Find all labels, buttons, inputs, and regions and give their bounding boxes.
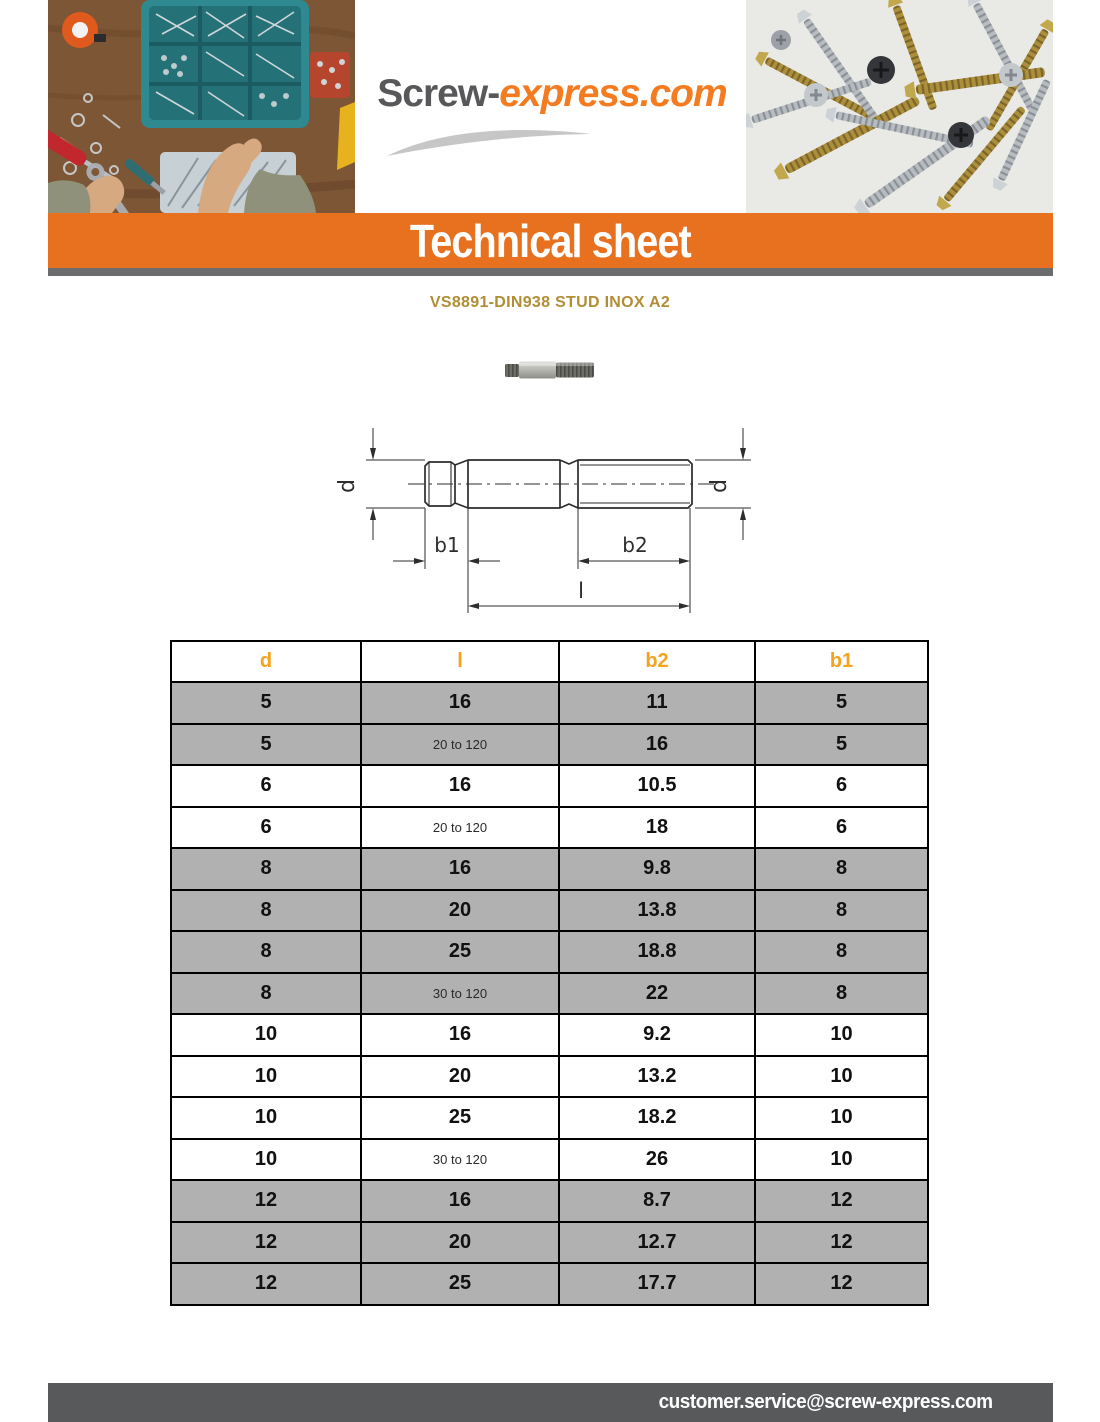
technical-drawing [330, 408, 810, 643]
cell-d: 12 [171, 1180, 361, 1222]
cell-d: 5 [171, 682, 361, 724]
cell-b1: 8 [755, 931, 928, 973]
cell-b1: 8 [755, 890, 928, 932]
cell-b2: 22 [559, 973, 755, 1015]
cell-d: 12 [171, 1263, 361, 1305]
cell-b1: 10 [755, 1139, 928, 1181]
cell-l: 16 [361, 848, 559, 890]
cell-d: 10 [171, 1139, 361, 1181]
cell-d: 5 [171, 724, 361, 766]
cell-d: 10 [171, 1056, 361, 1098]
table-row [171, 848, 928, 890]
header-photo-left [48, 0, 355, 213]
table-row [171, 1263, 928, 1305]
cell-b2: 12.7 [559, 1222, 755, 1264]
cell-d: 12 [171, 1222, 361, 1264]
cell-b2: 13.2 [559, 1056, 755, 1098]
cell-l: 20 [361, 890, 559, 932]
drawing-label-b2: b2 [622, 533, 648, 557]
banner-underline-bar [48, 268, 1053, 276]
cell-l: 16 [361, 765, 559, 807]
brand-logo-suffix: express.com [499, 72, 727, 115]
cell-b1: 10 [755, 1097, 928, 1139]
cell-d: 10 [171, 1097, 361, 1139]
cell-d: 6 [171, 807, 361, 849]
workbench-photo-illustration [48, 0, 355, 213]
table-row [171, 724, 928, 766]
column-header-l: l [361, 641, 559, 682]
brand-logo [357, 72, 747, 116]
cell-b1: 12 [755, 1180, 928, 1222]
logo-swoosh [383, 122, 598, 160]
cell-b1: 10 [755, 1014, 928, 1056]
cell-b2: 11 [559, 682, 755, 724]
table-row [171, 1056, 928, 1098]
cell-d: 8 [171, 890, 361, 932]
table-row [171, 973, 928, 1015]
cell-b2: 8.7 [559, 1180, 755, 1222]
table-row [171, 1014, 928, 1056]
footer-bar [48, 1383, 1053, 1422]
column-header-d: d [171, 641, 361, 682]
table-row [171, 1139, 928, 1181]
cell-l: 25 [361, 1097, 559, 1139]
cell-b2: 16 [559, 724, 755, 766]
cell-b1: 12 [755, 1263, 928, 1305]
cell-b2: 17.7 [559, 1263, 755, 1305]
cell-b2: 9.8 [559, 848, 755, 890]
cell-l: 16 [361, 1180, 559, 1222]
cell-b2: 18.8 [559, 931, 755, 973]
product-title: VS8891-DIN938 STUD INOX A2 [429, 294, 671, 311]
drawing-label-b1: b1 [434, 533, 460, 557]
table-row [171, 1097, 928, 1139]
cell-l: 25 [361, 1263, 559, 1305]
cell-b2: 10.5 [559, 765, 755, 807]
footer-email: customer.service@screw-express.com [658, 1391, 993, 1413]
cell-d: 8 [171, 973, 361, 1015]
cell-b2: 9.2 [559, 1014, 755, 1056]
cell-b2: 18.2 [559, 1097, 755, 1139]
table-header-row [171, 641, 928, 682]
cell-d: 8 [171, 848, 361, 890]
table-row [171, 807, 928, 849]
header-photo-right [746, 0, 1053, 213]
cell-d: 8 [171, 931, 361, 973]
drawing-label-l: l [578, 579, 584, 603]
cell-b1: 6 [755, 765, 928, 807]
cell-d: 10 [171, 1014, 361, 1056]
cell-b2: 13.8 [559, 890, 755, 932]
cell-l: 20 to 120 [361, 807, 559, 849]
drawing-label-d-left: d [335, 479, 360, 493]
cell-l: 16 [361, 682, 559, 724]
column-header-b2: b2 [559, 641, 755, 682]
cell-b1: 6 [755, 807, 928, 849]
cell-b1: 12 [755, 1222, 928, 1264]
technical-sheet-banner [48, 213, 1053, 268]
banner-title: Technical sheet [409, 214, 691, 267]
screw-pile-photo-illustration [746, 0, 1053, 213]
table-row [171, 682, 928, 724]
dimensions-table [170, 640, 929, 1306]
table-row [171, 1222, 928, 1264]
table-row [171, 890, 928, 932]
table-row [171, 765, 928, 807]
drawing-label-d-right: d [707, 479, 732, 493]
cell-b2: 18 [559, 807, 755, 849]
brand-logo-prefix: Screw- [377, 72, 500, 115]
cell-b1: 5 [755, 682, 928, 724]
cell-l: 20 [361, 1222, 559, 1264]
cell-l: 25 [361, 931, 559, 973]
table-row [171, 931, 928, 973]
cell-l: 16 [361, 1014, 559, 1056]
cell-d: 6 [171, 765, 361, 807]
cell-l: 30 to 120 [361, 1139, 559, 1181]
cell-l: 20 [361, 1056, 559, 1098]
cell-b1: 8 [755, 848, 928, 890]
cell-b1: 10 [755, 1056, 928, 1098]
cell-b2: 26 [559, 1139, 755, 1181]
cell-b1: 8 [755, 973, 928, 1015]
cell-b1: 5 [755, 724, 928, 766]
column-header-b1: b1 [755, 641, 928, 682]
cell-l: 30 to 120 [361, 973, 559, 1015]
cell-l: 20 to 120 [361, 724, 559, 766]
table-row [171, 1180, 928, 1222]
stud-product-photo [504, 359, 596, 381]
